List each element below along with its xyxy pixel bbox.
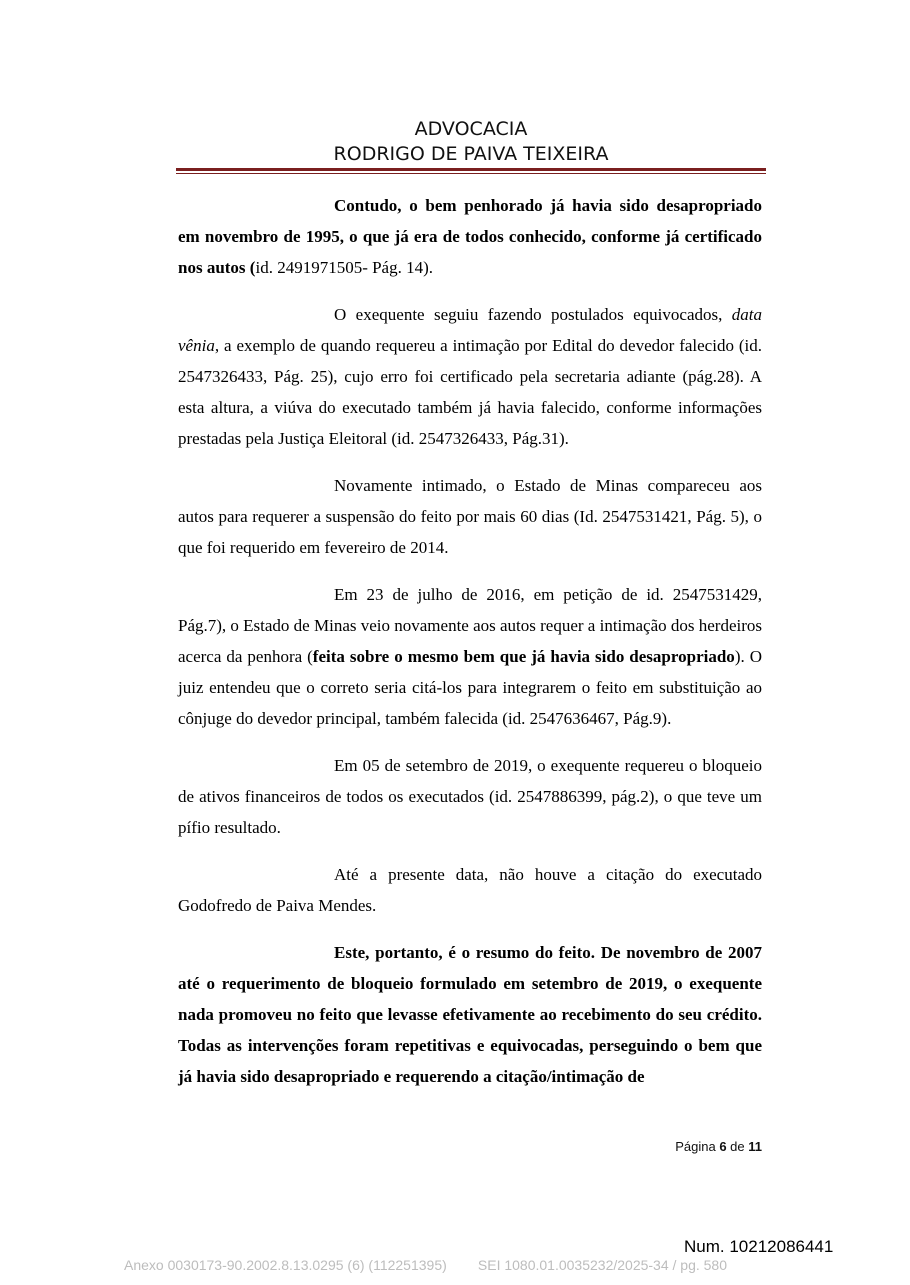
paragraph-no-citation: Até a presente data, não houve a citação do executado Godofredo de Paiva Mendes. (178, 865, 762, 915)
letterhead-firm-type: ADVOCACIA (414, 118, 528, 140)
page-current: 6 (719, 1139, 727, 1154)
paragraph-summary: Este, portanto, é o resumo do feito. De novembro de 2007 até o requerimento de bloqueio formulado em setembro de 2019, o exequente nada promoveu no feito que levasse efetivamente ao recebimento do seu crédito. Todas as intervenções foram repetitivas e equivocadas, perseguindo o bem que já havia sido desapropriado e requerendo a citação/intimação de (178, 943, 762, 1086)
paragraph-heirs-bold: feita sobre o mesmo bem que já havia sido desapropriado (312, 647, 735, 666)
paragraph-edital (178, 299, 762, 454)
document-body (178, 190, 762, 1108)
paragraph-expropriation-bold: Contudo, o bem penhorado já havia sido desapropriado em novembro de 1995, o que já era de todos conhecido, conforme já certificado nos autos ( (178, 196, 762, 277)
header-rule-thin (176, 173, 766, 174)
paragraph-heirs-start: Em 23 de julho de 2016, em petição de id. 2547531429, Pág.7), o Estado de Minas veio novamente aos autos requer a intimação dos herdeiros acerca da penhora ( (178, 585, 762, 666)
paragraph-expropriation-ref: id. 2491971505- Pág. 14). (255, 258, 434, 277)
letterhead-firm-name: RODRIGO DE PAIVA TEIXEIRA (333, 143, 609, 165)
page-number (675, 1139, 762, 1154)
paragraph-expropriation (178, 190, 762, 283)
paragraph-heirs (178, 579, 762, 734)
document-number: Num. 10212086441 (684, 1237, 834, 1256)
annex-stamp (124, 1257, 727, 1273)
paragraph-edital-italic: data vênia (178, 305, 762, 355)
paragraph-edital-start: O exequente seguiu fazendo postulados equivocados, (334, 305, 732, 324)
page-total: 11 (748, 1139, 762, 1154)
page-prefix: Página (675, 1139, 720, 1154)
annex-stamp-right: SEI 1080.01.0035232/2025-34 / pg. 580 (477, 1257, 728, 1273)
page-separator: de (726, 1139, 749, 1154)
letterhead (176, 117, 766, 167)
header-rule-thick (176, 168, 766, 171)
paragraph-asset-freeze: Em 05 de setembro de 2019, o exequente requereu o bloqueio de ativos financeiros de todos os executados (id. 2547886399, pág.2), o que teve um pífio resultado. (178, 756, 762, 837)
annex-stamp-left: Anexo 0030173-90.2002.8.13.0295 (6) (112251395) (124, 1257, 447, 1273)
paragraph-suspension: Novamente intimado, o Estado de Minas compareceu aos autos para requerer a suspensão do feito por mais 60 dias (Id. 2547531421, Pág. 5), o que foi requerido em fevereiro de 2014. (178, 476, 762, 557)
paragraph-edital-rest: , a exemplo de quando requereu a intimação por Edital do devedor falecido (id. 2547326433, Pág. 25), cujo erro foi certificado pela secretaria adiante (pág.28). A esta altura, a viúva do executado também já havia falecido, conforme informações prestadas pela Justiça Eleitoral (id. 2547326433, Pág.31). (178, 336, 762, 448)
paragraph-heirs-rest: ). O juiz entendeu que o correto seria citá-los para integrarem o feito em substituição ao cônjuge do devedor principal, também falecida (id. 2547636467, Pág.9). (178, 647, 762, 728)
